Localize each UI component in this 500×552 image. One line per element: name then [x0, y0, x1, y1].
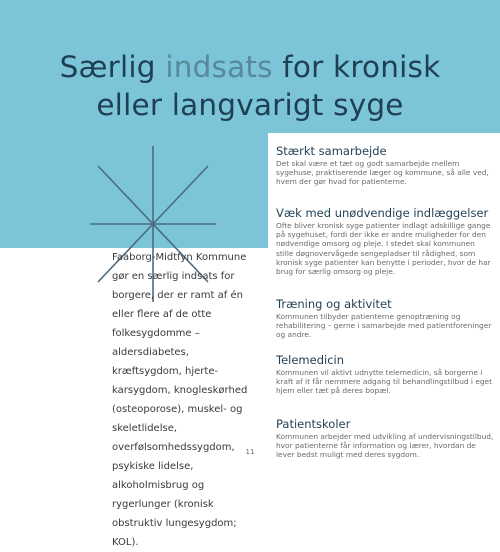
section-samarbejde — [276, 145, 494, 187]
intro-text: Faaborg-Midtfyn Kommune gør en særlig indsats for borgere, der er ramt af én eller flere af de otte folkesygdomme – aldersdiabetes, kræftsygdom, hjerte-karsygdom, knogleskørhed (osteoporose), muskel- og skeletlidelse, overfølsomhedssygdom, psykiske lidelse, alkoholmisbrug og rygerlunger (kronisk obstruktiv lungesygdom; KOL). — [112, 252, 248, 548]
section-indlaeggelser — [276, 207, 494, 276]
section-body: Det skal være et tæt og godt samarbejde mellem sygehuse, praktiserende læger og kommune, så alle ved, hvem der gør hvad for patienterne. — [276, 159, 489, 187]
section-body: Kommunen vil aktivt udnytte telemedicin, så borgerne i kraft af it får nemmere adgang til behandlingstilbud i eget hjem eller tæt på deres bopæl. — [276, 368, 492, 396]
title-part1: Særlig — [59, 50, 166, 84]
section-telemedicin — [276, 354, 494, 396]
page-number: 11 — [245, 448, 255, 456]
title-line2: eller langvarigt syge — [96, 88, 404, 122]
section-heading: Telemedicin — [276, 353, 344, 367]
section-heading: Patientskoler — [276, 417, 351, 431]
section-heading: Stærkt samarbejde — [276, 144, 387, 158]
section-heading: Træning og aktivitet — [276, 297, 392, 311]
section-patientskoler — [276, 418, 494, 460]
section-traening — [276, 298, 494, 340]
title-accent: indsats — [165, 50, 273, 84]
title-part2: for kronisk — [272, 50, 441, 84]
section-body: Kommunen tilbyder patienterne genoptræning og rehabilitering – gerne i samarbejde med patientforeninger og andre. — [276, 312, 492, 340]
section-body: Ofte bliver kronisk syge patienter indlagt adskillige gange på sygehuset, fordi der ikke er andre muligheder for den nødvendige omsorg og pleje. I stedet skal kommunen stille døgnovervågede sengepladser til rådighed, som kronisk syge patienter kan benytte i perioder, hvor de har brug for særlig omsorg og pleje. — [276, 221, 491, 277]
page-title — [0, 48, 500, 124]
section-heading: Væk med unødvendige indlæggelser — [276, 206, 489, 220]
section-body: Kommunen arbejder med udvikling af undervisningstilbud, hvor patienterne får information og lærer, hvordan de lever bedst muligt med deres sygdom. — [276, 432, 494, 460]
